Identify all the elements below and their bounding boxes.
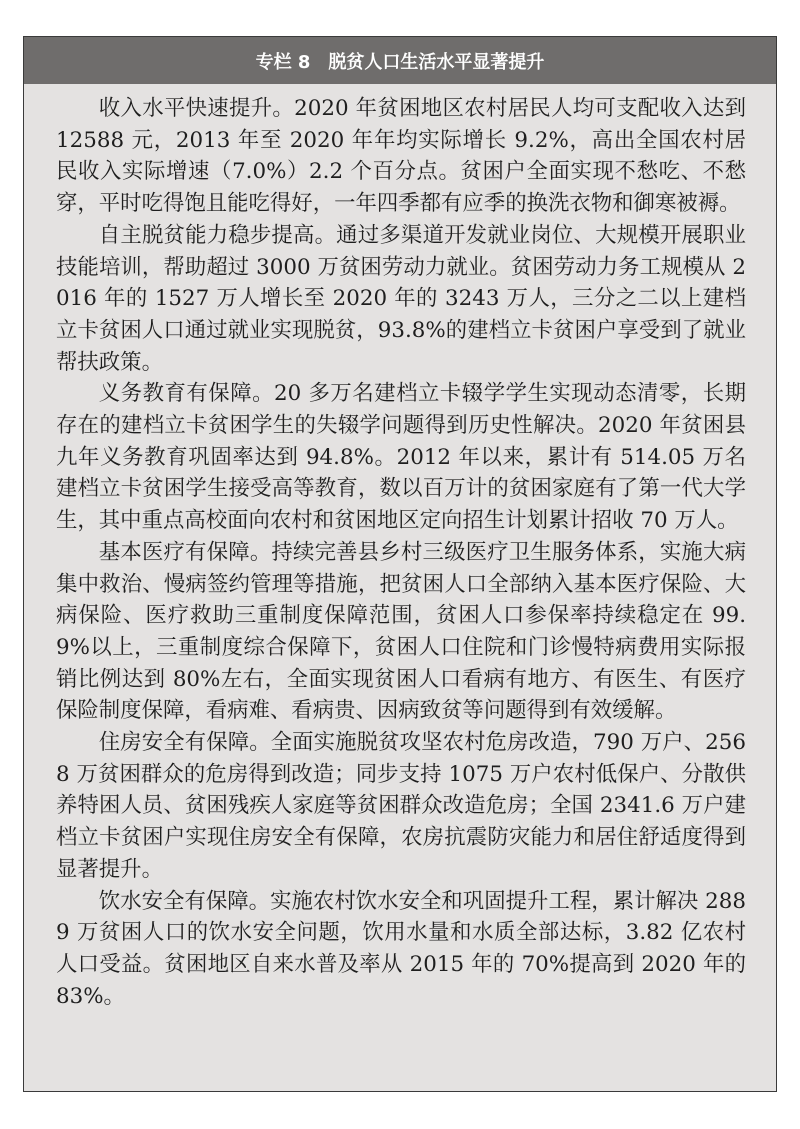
paragraph-housing: 住房安全有保障。全面实施脱贫攻坚农村危房改造，790 万户、2568 万贫困群众的危房得到改造；同步支持 1075 万户农村低保户、分散供养特困人员、贫困残疾人家庭等贫困群众改造危房；全国 2341.6 万户建档立卡贫困户实现住房安全有保障，农房抗震防灾能力和居住舒适度得到显著提升。 (56, 730, 746, 882)
paragraph-employment: 自主脱贫能力稳步提高。通过多渠道开发就业岗位、大规模开展职业技能培训，帮助超过 3000 万贫困劳动力就业。贫困劳动力务工规模从 2016 年的 1527 万人增长至 2020 年的 3243 万人，三分之二以上建档立卡贫困人口通过就业实现脱贫，93.8%的建档立卡贫困户享受到了就业帮扶政策。 (56, 222, 746, 375)
column-label: 专栏 8 (255, 51, 311, 73)
box-content (24, 84, 776, 1012)
box-title: 脱贫人口生活水平显著提升 (328, 51, 545, 73)
box-title-bar (24, 37, 776, 84)
sidebar-box (23, 36, 777, 1092)
paragraph-medical: 基本医疗有保障。持续完善县乡村三级医疗卫生服务体系，实施大病集中救治、慢病签约管理等措施，把贫困人口全部纳入基本医疗保险、大病保险、医疗救助三重制度保障范围，贫困人口参保率持续稳定在 99.9%以上，三重制度综合保障下，贫困人口住院和门诊慢特病费用实际报销比例达到 80%左右，全面实现贫困人口看病有地方、有医生、有医疗保险制度保障，看病难、看病贵、因病致贫等问题得到有效缓解。 (56, 539, 746, 724)
paragraph-income: 收入水平快速提升。2020 年贫困地区农村居民人均可支配收入达到 12588 元，2013 年至 2020 年年均实际增长 9.2%，高出全国农村居民收入实际增速（7.0%）2.2 个百分点。贫困户全面实现不愁吃、不愁穿，平时吃得饱且能吃得好，一年四季都有应季的换洗衣物和御寒被褥。 (56, 96, 746, 217)
paragraph-water: 饮水安全有保障。实施农村饮水安全和巩固提升工程，累计解决 2889 万贫困人口的饮水安全问题，饮用水量和水质全部达标，3.82 亿农村人口受益。贫困地区自来水普及率从 2015 年的 70%提高到 2020 年的 83%。 (56, 888, 746, 1009)
paragraph-education: 义务教育有保障。20 多万名建档立卡辍学学生实现动态清零，长期存在的建档立卡贫困学生的失辍学问题得到历史性解决。2020 年贫困县九年义务教育巩固率达到 94.8%。2012 年以来，累计有 514.05 万名建档立卡贫困学生接受高等教育，数以百万计的贫困家庭有了第一代大学生，其中重点高校面向农村和贫困地区定向招生计划累计招收 70 万人。 (56, 381, 746, 534)
